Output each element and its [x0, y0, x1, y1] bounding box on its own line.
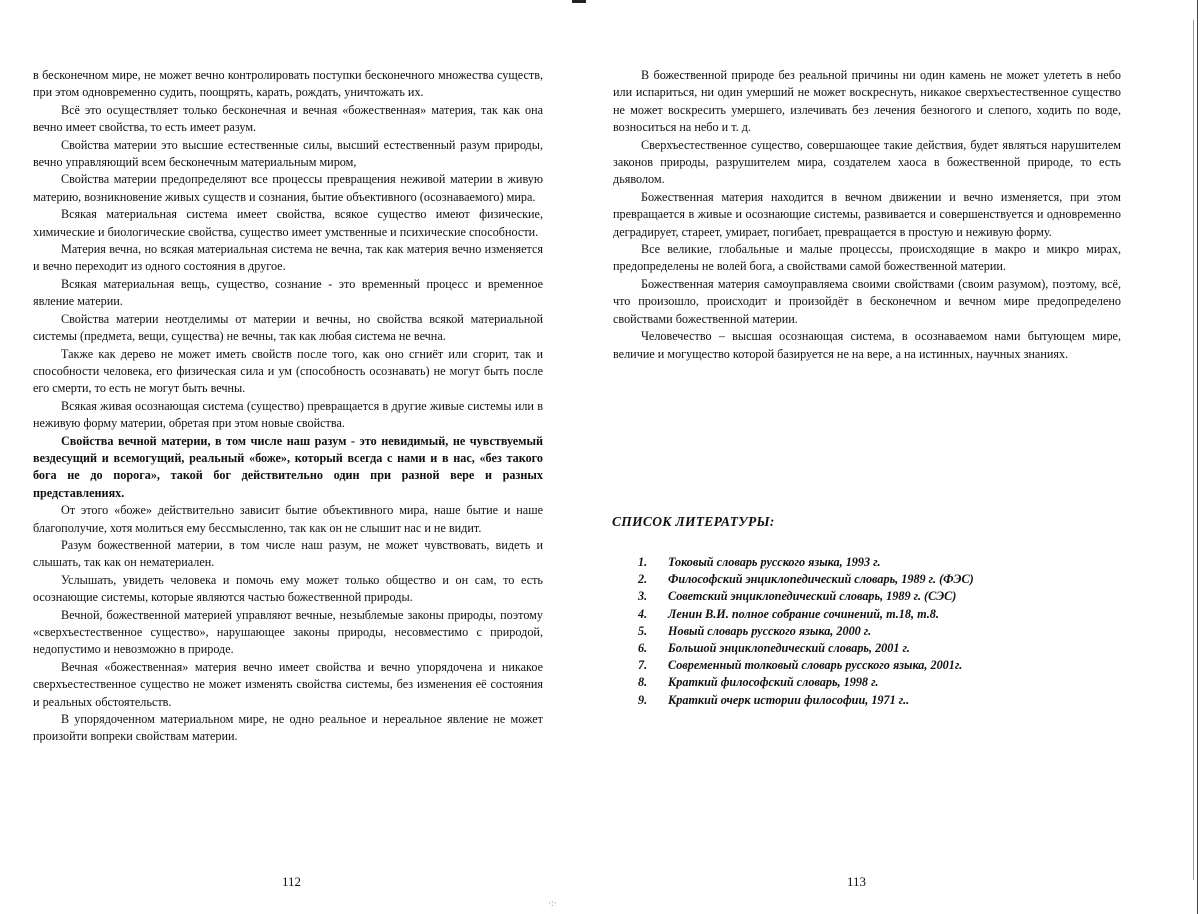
paragraph: Вечная «божественная» материя вечно имеет свойства и вечно упорядочена и никакое сверхъестественное существо не может изменять свойства системы, без изменения её состояния и реальных обстоятельств. — [33, 659, 543, 709]
bibliography-title: СПИСОК ЛИТЕРАТУРЫ: — [612, 514, 775, 529]
paragraph: Все великие, глобальные и малые процессы, происходящие в макро и микро мирах, предопределены не волей бога, а свойствами самой божественной материи. — [613, 242, 1121, 274]
bibliography-list — [638, 554, 974, 709]
reference-text: Краткий очерк истории философии, 1971 г.. — [668, 692, 910, 707]
paragraph: Вечной, божественной материей управляют вечные, незыблемые законы природы, поэтому «сверхъестественное существо», нарушающее законы природы, несовместимо с природой, недопустимо и невозможно в природе. — [33, 607, 543, 657]
paragraph: Свойства материи неотделимы от материи и вечны, но свойства всякой материальной системы (предмета, вещи, существа) не вечны, так как любая система не вечна. — [33, 311, 543, 344]
reference-item — [638, 692, 974, 709]
reference-text: Большой энциклопедический словарь, 2001 г. — [668, 641, 910, 656]
reference-number: 4. — [638, 606, 648, 621]
paragraph: Свойства материи это высшие естественные силы, высший естественный разум природы, вечно управляющий всем бесконечным материальным миром, — [33, 137, 543, 170]
paragraph: Всякая живая осознающая система (существо) превращается в другие живые системы или в неживую форму материи, обретая при этом новые свойства. — [33, 398, 543, 431]
paragraph: В божественной природе без реальной причины ни один камень не может улететь в небо или испариться, ни один умерший не может воскреснуть, никакое сверхъестественное существо не может воскресить умершего, излечивать без лечения безногого и слепого, ходить по воде, возноситься на небо и т. д. — [613, 68, 1121, 135]
reference-text: Токовый словарь русского языка, 1993 г. — [668, 555, 881, 569]
reference-text: Современный толковый словарь русского языка, 2001г. — [668, 658, 963, 673]
page-edge-line — [1197, 0, 1198, 914]
reference-item — [638, 606, 974, 623]
paragraph: Человечество – высшая осознающая система, в осознаваемом нами бытующем мире, величие и могущество которой базируется не на вере, а на истинных, научных знаниях. — [613, 329, 1121, 361]
reference-number: 1. — [638, 555, 648, 569]
right-text-column — [613, 67, 1121, 363]
reference-text: Философский энциклопедический словарь, 1989 г. (ФЭС) — [668, 572, 974, 587]
paragraph: Также как дерево не может иметь свойств после того, как оно сгниёт или сгорит, так и способности человека, его физическая сила и ум (способность осознавать) не могут быть после его смерти, то есть не могут быть вечны. — [33, 346, 543, 396]
reference-item — [638, 657, 974, 674]
scan-speck: ·:· — [548, 898, 557, 908]
paragraph: Свойства материи предопределяют все процессы превращения неживой материи в живую материю, возникновение живых существ и сознания, бытие объективного (осознаваемого) мира. — [33, 172, 543, 204]
reference-item — [638, 640, 974, 657]
paragraph: Всякая материальная вещь, существо, сознание - это временный процесс и временное явление материи. — [33, 276, 543, 309]
paragraph: Всякая материальная система имеет свойства, всякое существо имеют физические, химические и биологические свойства, существо имеет умственные и психические способности. — [33, 207, 543, 239]
reference-number: 9. — [638, 692, 648, 707]
binding-mark — [572, 0, 586, 3]
paragraph: От этого «боже» действительно зависит бытие объективного мира, наше бытие и наше благополучие, хотя молиться ему бессмысленно, так как он не слышит нас и не видит. — [33, 503, 543, 535]
paragraph: Разум божественной материи, в том числе наш разум, не может чувствовать, видеть и слышать, так как он нематериален. — [33, 537, 543, 570]
paragraph: в бесконечном мире, не может вечно контролировать поступки бесконечного множества существ, при этом одновременно судить, поощрять, карать, рождать, уничтожать их. — [33, 68, 543, 100]
paragraph: Услышать, увидеть человека и помочь ему может только общество и он сам, то есть осознающие системы, которые являются частью божественной природы. — [33, 572, 543, 605]
reference-text: Ленин В.И. полное собрание сочинений, т.18, т.8. — [668, 606, 939, 621]
reference-number: 5. — [638, 623, 648, 638]
reference-item — [638, 554, 974, 571]
reference-number: 6. — [638, 641, 648, 656]
paragraph: Материя вечна, но всякая материальная система не вечна, так как материя вечно изменяется и вечно переходит из одного состояния в другое. — [33, 242, 543, 274]
page-number-left: 112 — [282, 874, 302, 889]
reference-text: Краткий философский словарь, 1998 г. — [668, 675, 879, 690]
reference-item — [638, 623, 974, 640]
reference-number: 7. — [638, 658, 648, 673]
reference-number: 8. — [638, 675, 648, 690]
reference-number: 3. — [638, 589, 648, 604]
reference-number: 2. — [638, 572, 648, 587]
paragraph: Божественная материя находится в вечном движении и вечно изменяется, при этом превращается в живые и осознающие системы, развивается и совершенствуется и одновременно деградирует, стареет, умирает, погибает, превращается в простую и неживую форму. — [613, 189, 1121, 239]
page-edge-line — [1193, 20, 1194, 880]
paragraph: Всё это осуществляет только бесконечная и вечная «божественная» материя, так как она вечно имеет свойства, то есть имеет разум. — [33, 102, 543, 135]
reference-item — [638, 674, 974, 691]
paragraph: Свойства вечной материи, в том числе наш разум - это невидимый, не чувствуемый вездесущий и всемогущий, реальный «боже», который всегда с нами и в нас, «без такого бога не до порога», такой бог действительно один при разной вере и разных представлениях. — [33, 433, 543, 500]
page-number-right: 113 — [847, 874, 867, 889]
reference-text: Новый словарь русского языка, 2000 г. — [668, 623, 872, 638]
reference-item — [638, 588, 974, 605]
reference-text: Советский энциклопедический словарь, 1989 г. (СЭС) — [668, 589, 957, 604]
left-text-column — [33, 67, 543, 746]
reference-item — [638, 571, 974, 588]
paragraph: Божественная материя самоуправляема своими свойствами (своим разумом), поэтому, всё, что произошло, происходит и произойдёт в бесконечном и вечном мире предопределено свойствами божественной материи. — [613, 276, 1121, 326]
paragraph: В упорядоченном материальном мире, не одно реальное и нереальное явление не может произойти вопреки свойствам материи. — [33, 712, 543, 744]
paragraph: Сверхъестественное существо, совершающее такие действия, будет являться нарушителем законов природы, разрушителем мира, создателем хаоса в божественной природе, то есть дьяволом. — [613, 137, 1121, 187]
